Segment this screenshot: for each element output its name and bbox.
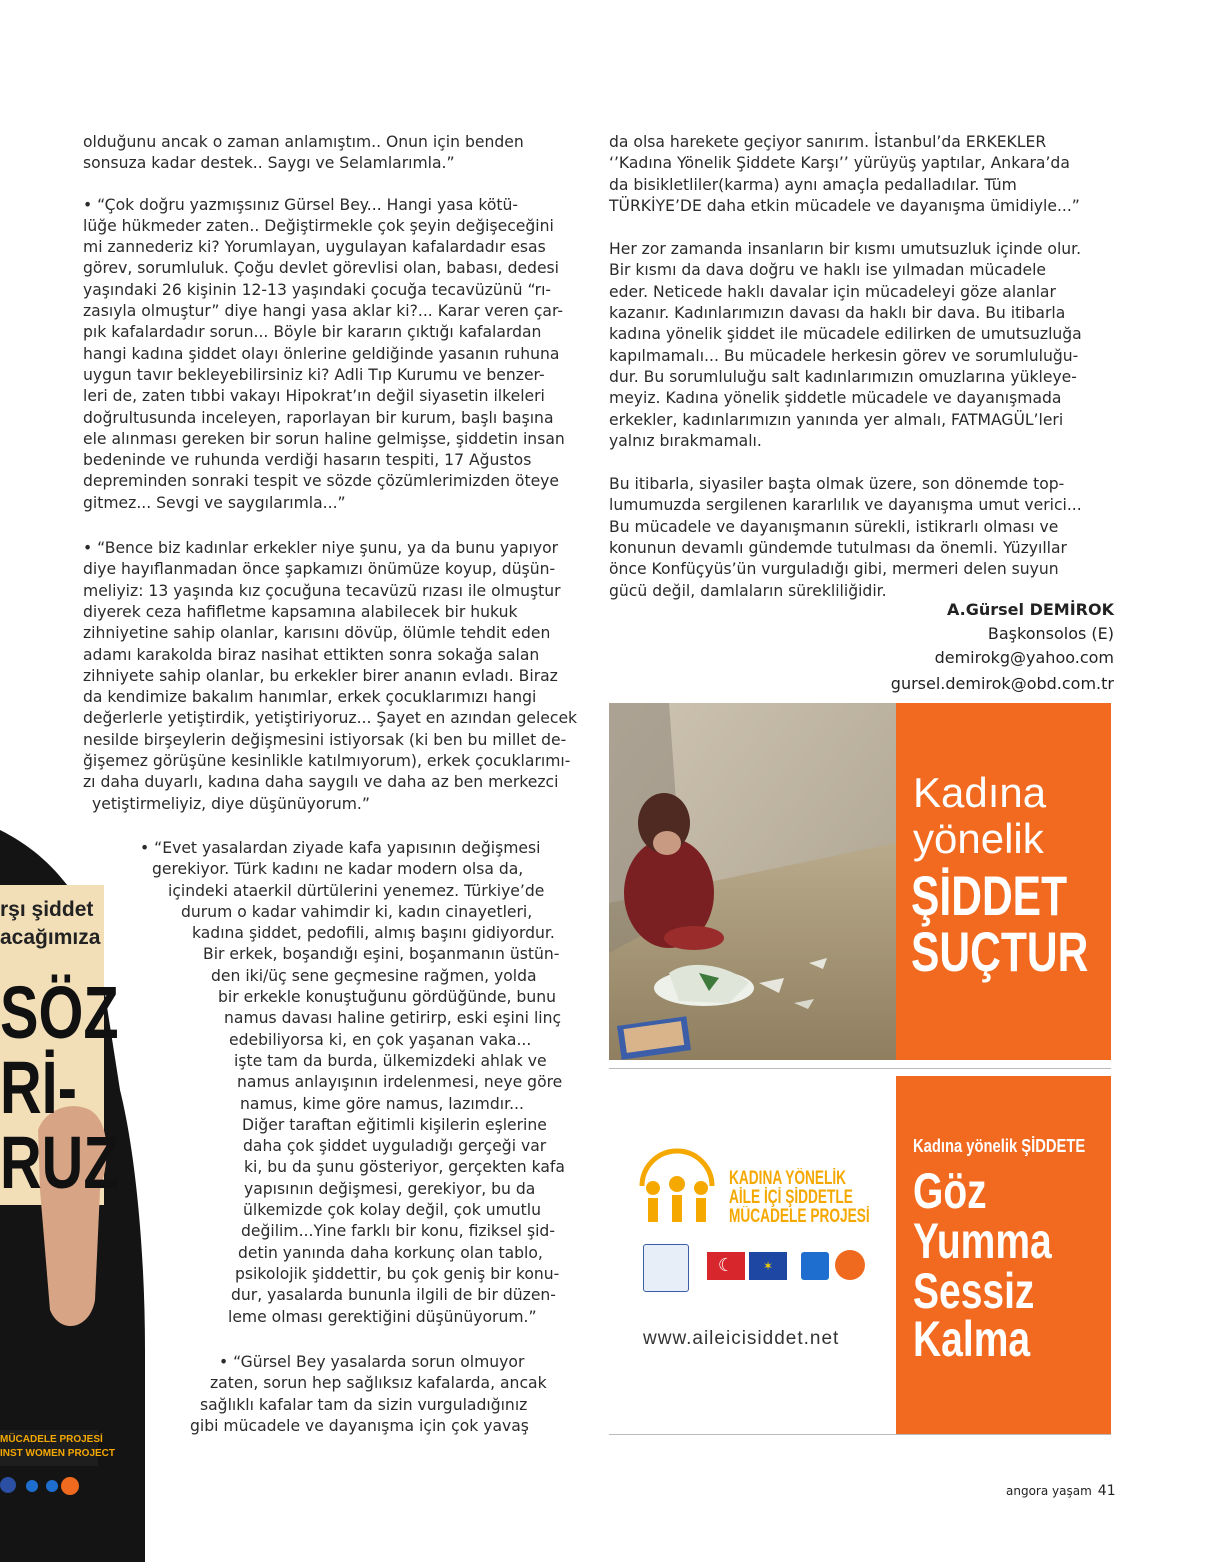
ad1-line-3: ŞİDDET <box>911 864 1068 927</box>
author-email-1[interactable]: demirokg@yahoo.com <box>934 648 1114 667</box>
ad1-line-1: Kadına <box>913 769 1047 816</box>
text-line: kazanır. Kadınlarımızın davası da haklı bir dava. Bu itibarla <box>609 304 1066 323</box>
text-line: Diğer taraftan eğitimli kişilerin eşlerine <box>242 1115 547 1134</box>
text-line: nesilde birşeylerin değişmesini istiyorsak (ki ben bu millet de- <box>83 730 567 749</box>
text-line: dur, yasalarda bununla ilgili de bir düzen- <box>231 1286 556 1305</box>
project-logo-panel <box>609 1076 896 1434</box>
sign-project-text-2: INST WOMEN PROJECT <box>0 1448 116 1459</box>
text-line: meliyiz: 13 yaşında kız çocuğuna tecavüzü rızası ile olmuştur <box>83 581 561 600</box>
text-line: TÜRKİYE’DE daha etkin mücadele ve dayanışma ümidiyle...” <box>609 196 1080 215</box>
left-article-column <box>83 132 583 815</box>
text-line: namus davası haline getirirp, eski eşini linç <box>224 1009 562 1028</box>
text-line: hangi kadına şiddet olayı önlerine geldiğinde yasanın ruhuna <box>83 344 560 363</box>
ad2-line-2: Yumma <box>913 1213 1052 1269</box>
text-line: konunun devamlı gündemde tutulması da önemli. Yüzyıllar <box>609 539 1067 558</box>
text-line: görev, sorumluluk. Çoğu devlet görevlisi olan, babası, dedesi <box>83 259 560 278</box>
text-line: • “Bence biz kadınlar erkekler niye şunu, ya da bunu yapıyor <box>83 539 559 558</box>
ad2-line-1: Göz <box>913 1163 987 1219</box>
text-line: sağlıklı kafalar tam da sizin vurguladığınız <box>200 1395 528 1414</box>
project-figures-logo <box>637 1146 717 1226</box>
ad1-line-2: yönelik <box>913 815 1044 862</box>
ad2-kicker: Kadına yönelik ŞİDDETE <box>913 1136 1086 1156</box>
text-line: namus, kime göre namus, lazımdır... <box>240 1094 524 1113</box>
text-line: gücü değil, damlaların sürekliliğidir. <box>609 581 887 600</box>
sign-text-line2: acağımıza <box>0 926 101 949</box>
divider <box>609 1068 1111 1069</box>
text-line: kapılmamalı... Bu mücadele herkesin görev ve sorumluluğu- <box>609 346 1079 365</box>
left-final-quote <box>0 1352 600 1437</box>
text-line: zı daha duyarlı, kadına daha saygılı ve daha az ben merkezci <box>83 773 559 792</box>
ad-orange-panel <box>896 1076 1111 1434</box>
sign-big-text-3: RUZ <box>0 1121 119 1204</box>
text-line: eder. Neticede haklı davalar için mücadeleyi göze alanlar <box>609 282 1056 301</box>
text-line: edebiliyorsa ki, en çok yaşanan vaka... <box>229 1030 532 1049</box>
project-name-line-1: KADINA YÖNELİK <box>729 1168 847 1189</box>
text-line: kadına yönelik şiddet ile mücadele edilirken de umutsuzluğa <box>609 325 1082 344</box>
text-line: adamı karakolda biraz nasihat ettikten sonra sokağa salan <box>83 645 540 664</box>
author-title: Başkonsolos (E) <box>987 624 1114 643</box>
text-line: Her zor zamanda insanların bir kısmı umutsuzluk içinde olur. <box>609 240 1082 259</box>
text-line: leme olması gerektiğini düşünüyorum.” <box>228 1307 537 1326</box>
left-paragraph-3 <box>83 538 583 815</box>
left-paragraph-2 <box>83 195 583 514</box>
text-line: yetiştirmeliyiz, diye düşünüyorum.” <box>92 794 370 813</box>
text-line: den iki/üç sene geçmesine rağmen, yolda <box>211 966 537 985</box>
text-line: erkekler, kadınlarımızın yanında yer almalı, FATMAGÜL’leri <box>609 410 1064 429</box>
text-line: ki, bu da şunu gösteriyor, gerçekten kafa <box>244 1158 565 1177</box>
page-number: 41 <box>1097 1483 1116 1499</box>
project-name-line-3: MÜCADELE PROJESİ <box>729 1206 870 1227</box>
text-line: psikolojik şiddettir, bu çok geniş bir konu- <box>235 1264 560 1283</box>
text-line: daha çok şiddet uyguladığı gerçeği var <box>243 1137 547 1156</box>
text-line: içindeki ataerkil dürtülerini yenemez. Türkiye’de <box>168 881 545 900</box>
undp-logo <box>801 1252 829 1280</box>
text-line: olduğunu ancak o zaman anlamıştım.. Onun için benden <box>83 133 524 151</box>
sign-big-text-2: Rİ- <box>0 1046 77 1129</box>
text-line: diyerek ceza hafifletme kapsamına alabilecek bir hukuk <box>83 602 518 621</box>
author-name: A.Gürsel DEMİROK <box>946 600 1114 619</box>
author-signature <box>891 598 1114 696</box>
text-line: yaşındaki 26 kişinin 12-13 yaşındaki çocuğa tecavüzünü “rı- <box>83 280 552 299</box>
author-email-2[interactable]: gursel.demirok@obd.com.tr <box>890 674 1114 693</box>
ad2-line-3: Sessiz <box>913 1263 1035 1319</box>
text-line: Bir kısmı da dava doğru ve haklı ise yılmadan mücadele <box>609 261 1046 280</box>
text-line: ğişemez görüşüne kesinlikle katılmıyorum), erkek çocuklarımı- <box>83 752 571 771</box>
text-line: zasıyla olmuştur” diye hangi yasa aklar ki?... Karar veren çar- <box>83 302 564 321</box>
text-line: dur. Bu sorumluluğu salt kadınlarımızın omuzlarına yükleye- <box>609 367 1077 386</box>
ad-orange-panel <box>896 703 1111 1060</box>
text-line: lüğe hükmeder zaten.. Değiştirmekle çok şeyin değişeceğini <box>83 216 554 235</box>
text-line: detin yanında daha korkunç olan tablo, <box>238 1243 543 1262</box>
text-line: gibi mücadele ve dayanışma için çok yavaş <box>190 1416 529 1435</box>
sign-big-text-1: SÖZ <box>0 971 119 1054</box>
text-line: bir erkekle konuştuğunu gördüğünde, bunu <box>218 988 556 1007</box>
text-line: diye hayıflanmadan önce şapkamızı önümüze koyup, düşün- <box>83 560 556 579</box>
text-line: doğrultusunda inceleyen, raporlayan bir kurum, başlı başına <box>83 408 554 427</box>
text-line: ülkemizde çok kolay değil, çok umutlu <box>243 1201 541 1220</box>
right-paragraph-2 <box>609 239 1114 452</box>
text-line: sonsuza kadar destek.. Saygı ve Selamlarımla.” <box>83 154 455 173</box>
text-line: pık kafalardadır sorun... Böyle bir kararın çıktığı kafalardan <box>83 323 542 342</box>
sign-text-line1: rşı şiddet <box>0 898 94 921</box>
left-paragraph-1 <box>83 132 583 175</box>
text-line: Bu itibarla, siyasiler başta olmak üzere, son dönemde top- <box>609 475 1065 494</box>
text-line: zaten, sorun hep sağlıksız kafalarda, ancak <box>210 1374 547 1393</box>
text-line: değilim...Yine farklı bir konu, fiziksel şid- <box>241 1222 555 1241</box>
unfpa-logo <box>835 1250 865 1280</box>
text-line: leri de, zaten tıbbi vakayı Hipokrat’ın değil siyasetin ilkeleri <box>83 387 545 406</box>
text-line: da kendimize bakalım hanımlar, erkek çocuklarımızı hangi <box>83 688 537 707</box>
left-indented-quote <box>0 838 600 1328</box>
text-line: ‘’Kadına Yönelik Şiddete Karşı’’ yürüyüş yaptılar, Ankara’da <box>609 154 1070 173</box>
project-website[interactable]: www.aileicisiddet.net <box>643 1328 840 1349</box>
ad-photo <box>609 703 896 1060</box>
sign-project-text-1: MÜCADELE PROJESİ <box>0 1434 103 1445</box>
text-line: namus anlayışının irdelenmesi, neye göre <box>237 1073 563 1092</box>
right-paragraph-3 <box>609 474 1114 602</box>
text-line: önce Konfüçyüs’ün vurguladığı gibi, mermeri delen suyun <box>609 560 1059 579</box>
text-line: meyiz. Kadına yönelik şiddetle mücadele ve dayanışmada <box>609 389 1062 408</box>
text-line: mi zannederiz ki? Yorumlayan, uygulayan kafalardadır esas <box>83 238 546 257</box>
text-line: ele alınması gereken bir sorun haline gelmişse, şiddetin insan <box>83 429 565 448</box>
project-name-line-2: AİLE İÇİ ŞİDDETLE <box>729 1187 853 1208</box>
text-line: lumumuzda sergilenen kararlılık ve dayanışma umut verici... <box>609 496 1082 515</box>
ad1-line-4: SUÇTUR <box>911 920 1089 983</box>
text-line: da bisikletliler(karma) aynı amaçla pedalladılar. Tüm <box>609 175 1017 194</box>
text-line: bedeninde ve ruhunda verdiği hasarın tespiti, 17 Ağustos <box>83 451 532 470</box>
text-line: • “Gürsel Bey yasalarda sorun olmuyor <box>219 1353 525 1371</box>
text-line: Bu mücadele ve dayanışmanın sürekli, istikrarlı olması ve <box>609 517 1059 536</box>
right-paragraph-1 <box>609 132 1114 217</box>
text-line: yalnız bırakmamalı. <box>609 431 762 450</box>
text-line: yapısının değişmesi, gerekiyor, bu da <box>244 1179 536 1198</box>
text-line: gerekiyor. Türk kadını ne kadar modern olsa da, <box>152 860 524 879</box>
text-line: değerlerle yetiştirdik, yetiştiriyoruz... Şayet en azından gelecek <box>83 709 578 728</box>
turkey-flag-icon: ☾ <box>707 1252 745 1280</box>
magazine-name: angora yaşam <box>1006 1484 1092 1498</box>
ministry-logo <box>643 1244 689 1292</box>
text-line: • “Çok doğru yazmışsınız Gürsel Bey... Hangi yasa kötü- <box>83 195 519 214</box>
text-line: uygun tavır bekleyebilirsiniz ki? Adli Tıp Kurumu ve benzer- <box>83 365 545 384</box>
text-line: gitmez... Sevgi ve saygılarımla...” <box>83 493 346 512</box>
text-line: kadına şiddet, pedofili, almış başını gidiyordur. <box>192 924 555 943</box>
text-line: durum o kadar vahimdir ki, kadın cinayetleri, <box>181 902 533 921</box>
ad-violence-is-crime <box>609 703 1111 1060</box>
page-footer <box>1006 1483 1116 1499</box>
text-line: zihniyetine sahip olanlar, karısını dövüp, ölümle tehdit eden <box>83 624 551 643</box>
right-article-column <box>609 132 1114 602</box>
text-line: işte tam da burda, ülkemizdeki ahlak ve <box>234 1051 547 1070</box>
eu-flag-icon: ✶ <box>749 1252 787 1280</box>
ad-dont-turn-blind-eye <box>609 1076 1111 1435</box>
text-line: da olsa harekete geçiyor sanırım. İstanbul’da ERKEKLER <box>609 133 1047 151</box>
text-line: zihniyete sahip olanlar, bu erkekler birer ananın evladı. Biraz <box>83 666 558 685</box>
text-line: Bir erkek, boşandığı eşini, boşanmanın üstün- <box>203 945 560 964</box>
ad2-line-4: Kalma <box>913 1311 1031 1367</box>
text-line: depreminden sonraki tespit ve sözde çözümlerimizden öteye <box>83 472 559 491</box>
text-line: • “Evet yasalardan ziyade kafa yapısının değişmesi <box>140 839 541 857</box>
